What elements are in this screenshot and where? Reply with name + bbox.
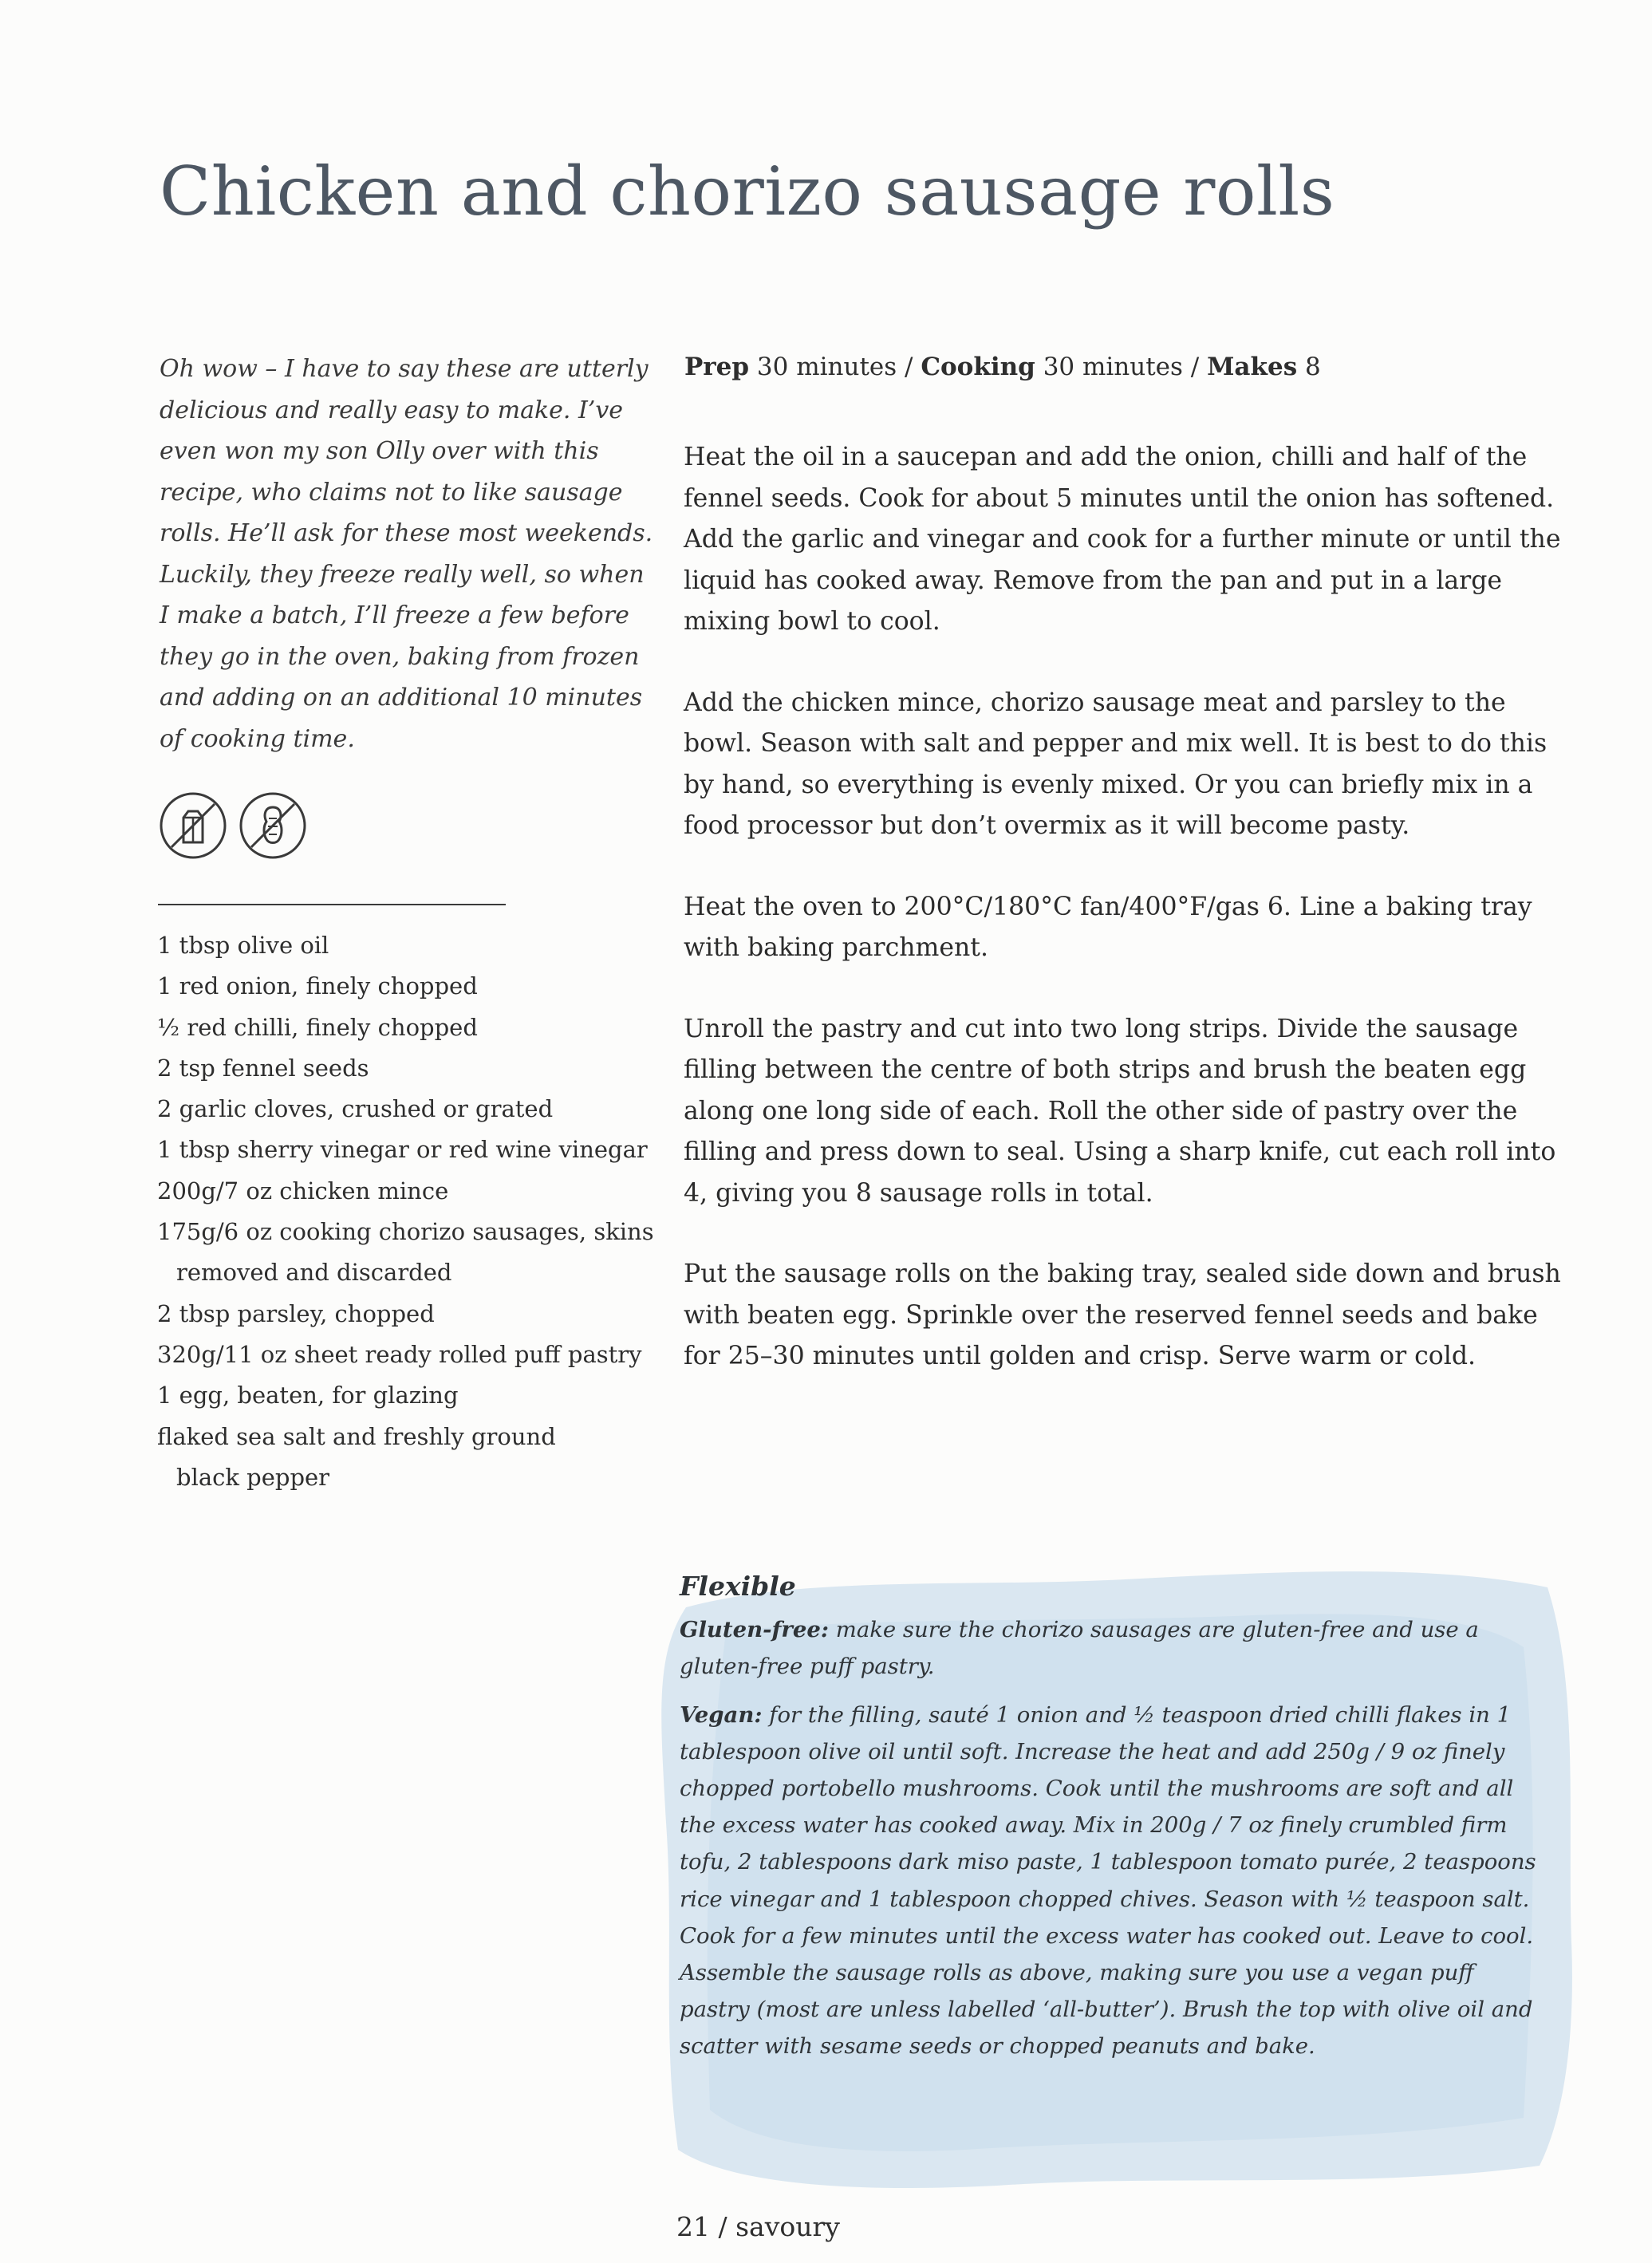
- ingredients-divider: [158, 904, 506, 905]
- ingredient-item: 200g/7 oz chicken mince: [157, 1177, 449, 1204]
- ingredient-item: 1 tbsp sherry vinegar or red wine vinegar: [157, 1136, 648, 1164]
- vegan-text: for the filling, sauté 1 onion and ½ teaspoon dried chilli flakes in 1 tablespoon olive oil until soft. Increase the heat and add 250g / 9 oz finely chopped portobello mushrooms. Cook until the mushrooms are soft and all the excess water has cooked away. Mix in 200g / 7 oz finely crumbled firm tofu, 2 tablespoons dark miso paste, 1 tablespoon tomato purée, 2 teaspoons rice vinegar and 1 tablespoon chopped chives. Season with ½ teaspoon salt. Cook for a few minutes until the excess water has cooked out. Leave to cool. Assemble the sausage rolls as above, making sure you use a vegan puff pastry (most are unless labelled ‘all-butter’). Brush the top with olive oil and scatter with sesame seeds or chopped peanuts and bake.: [680, 1701, 1536, 2060]
- recipe-title: Chicken and chorizo sausage rolls: [160, 152, 1335, 231]
- page-folio: 21 / savoury: [676, 2211, 840, 2242]
- cooking-label: Cooking: [921, 353, 1035, 381]
- ingredient-item: flaked sea salt and freshly ground black pepper: [157, 1422, 556, 1491]
- prep-label: Prep: [684, 353, 750, 381]
- method-step: Unroll the pastry and cut into two long strips. Divide the sausage filling between the centre of both strips and brush the beaten egg along one long side of each. Roll the other side of pastry over the filling and press down to seal. Using a sharp knife, cut each roll into 4, giving you 8 sausage rolls in total.: [684, 1014, 1556, 1208]
- ingredient-item: 1 egg, beaten, for glazing: [157, 1382, 459, 1409]
- ingredient-list: [157, 925, 668, 1498]
- no-nuts-icon: [237, 790, 309, 861]
- makes-label: Makes: [1207, 353, 1298, 381]
- method-step: Put the sausage rolls on the baking tray, sealed side down and brush with beaten egg. Sprinkle over the reserved fennel seeds and bake for 25–30 minutes until golden and crisp. Serve warm or cold.: [684, 1260, 1561, 1370]
- ingredient-item: 2 tbsp parsley, chopped: [157, 1299, 435, 1327]
- vegan-label: Vegan:: [680, 1701, 763, 1728]
- makes-value: 8: [1305, 353, 1321, 381]
- ingredient-item: 1 red onion, finely chopped: [157, 972, 478, 1000]
- ingredient-item: 1 tbsp olive oil: [157, 932, 329, 959]
- ingredient-item: 2 tsp fennel seeds: [157, 1054, 369, 1082]
- ingredient-item: 320g/11 oz sheet ready rolled puff pastry: [157, 1340, 642, 1368]
- method-step: Add the chicken mince, chorizo sausage meat and parsley to the bowl. Season with salt and pepper and mix well. It is best to do this by hand, so everything is evenly mixed. Or you can briefly mix in a food processor but don’t overmix as it will become pasty.: [684, 688, 1548, 840]
- method-step: Heat the oil in a saucepan and add the onion, chilli and half of the fennel seeds. Cook for about 5 minutes until the onion has softened. Add the garlic and vinegar and cook for a further minute or until the liquid has cooked away. Remove from the pan and put in a large mixing bowl to cool.: [684, 443, 1561, 636]
- ingredient-item: 175g/6 oz cooking chorizo sausages, skins removed and discarded: [157, 1218, 654, 1287]
- flexible-heading: Flexible: [680, 1571, 796, 1602]
- recipe-intro: Oh wow – I have to say these are utterly delicious and really easy to make. I’ve even won my son Olly over with this recipe, who claims not to like sausage rolls. He’ll ask for these most weekends. Luckily, they freeze really well, so when I make a batch, I’ll freeze a few before they go in the oven, baking from frozen and adding on an additional 10 minutes of cooking time.: [160, 355, 653, 753]
- ingredient-item: ½ red chilli, finely chopped: [157, 1013, 478, 1041]
- no-dairy-icon: [157, 790, 229, 861]
- gluten-free-label: Gluten-free:: [680, 1617, 829, 1643]
- ingredient-item: 2 garlic cloves, crushed or grated: [157, 1095, 554, 1123]
- vegan-note: [680, 1697, 1549, 2065]
- diet-icons: [157, 790, 309, 863]
- prep-value: 30 minutes /: [756, 353, 913, 381]
- gluten-free-text: make sure the chorizo sausages are gluten-free and use a gluten-free puff pastry.: [680, 1617, 1479, 1680]
- recipe-meta: [684, 353, 1321, 381]
- flexible-box: [680, 1568, 1549, 2076]
- method-step: Heat the oven to 200°C/180°C fan/400°F/gas 6. Line a baking tray with baking parchment.: [684, 892, 1532, 962]
- cooking-value: 30 minutes /: [1043, 353, 1200, 381]
- method-steps: [684, 437, 1561, 1417]
- gluten-free-note: [680, 1611, 1549, 1685]
